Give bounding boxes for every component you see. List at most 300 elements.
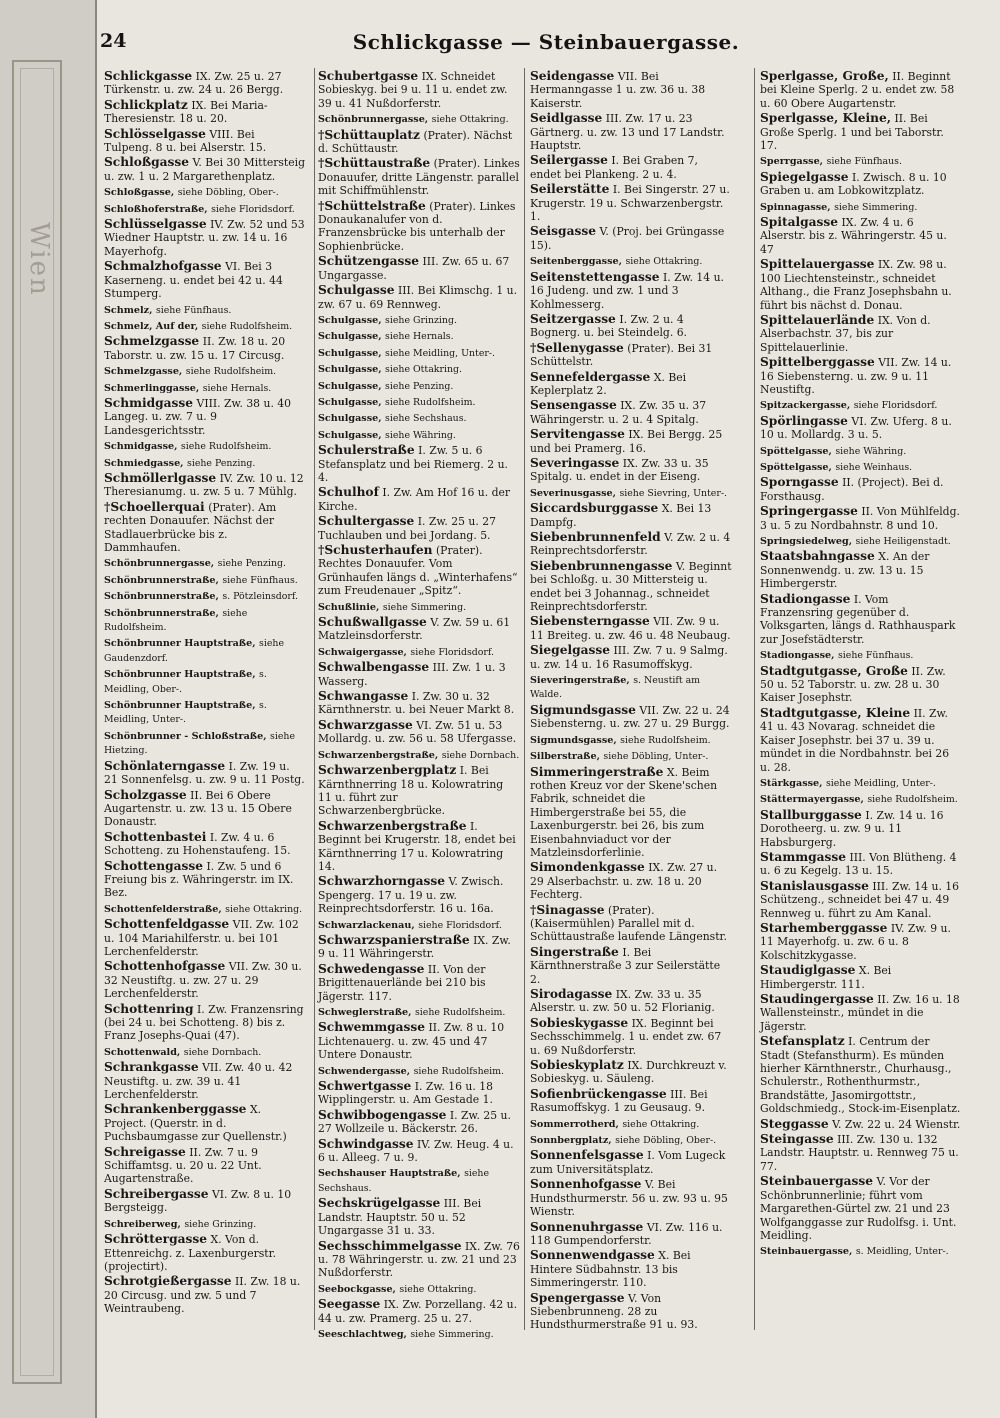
street-name: †Schüttaustraße bbox=[318, 156, 431, 171]
directory-entry bbox=[104, 918, 306, 958]
directory-entry bbox=[104, 1275, 306, 1315]
street-name: Schultergasse bbox=[318, 514, 415, 529]
directory-entry bbox=[530, 615, 732, 642]
street-description: II. Zw. 50 u. 52 Taborstr. u. zw. 28 u. 30 Kaiser Josephstr. bbox=[760, 664, 946, 705]
street-description: X. Von d. Ettenreichg. z. Laxenburgerstr. (projectirt). bbox=[104, 1233, 277, 1273]
directory-entry bbox=[760, 809, 962, 849]
street-name: Schulgasse, bbox=[318, 331, 382, 343]
directory-entry bbox=[318, 129, 520, 156]
street-description: siehe Fünfhaus. bbox=[155, 304, 232, 316]
directory-entry bbox=[760, 154, 962, 168]
street-description: s. Pötzleinsdorf. bbox=[222, 591, 298, 603]
street-name: Sennefeldergasse bbox=[530, 369, 651, 384]
street-name: Stadiongasse bbox=[760, 591, 851, 606]
directory-entry bbox=[530, 399, 732, 426]
street-description: siehe Ottakring. bbox=[385, 364, 462, 376]
street-description: VI. Zw. Uferg. 8 u. 10 u. Mollardg. 3 u. 5. bbox=[760, 414, 952, 442]
directory-entry bbox=[104, 667, 306, 696]
street-description: siehe Währing. bbox=[385, 429, 456, 441]
street-description: siehe Floridsdorf. bbox=[211, 203, 295, 215]
street-description: I. Zw. 2 u. 4 Bognerg. u. bei Steindelg. 6. bbox=[530, 312, 687, 340]
street-name: Schwibbogengasse bbox=[318, 1107, 447, 1122]
street-name: Spittelauergasse bbox=[760, 257, 875, 272]
street-name: Sobieskyplatz bbox=[530, 1058, 624, 1073]
directory-entry bbox=[530, 749, 732, 763]
street-name: Schrankenberggasse bbox=[104, 1102, 247, 1117]
street-description: I. Zw. 14 u. 16 Dorotheerg. u. zw. 9 u. 11 Habsburgerg. bbox=[760, 808, 944, 849]
street-description: I. Zwisch. 8 u. 10 Graben u. am Lobkowitzplatz. bbox=[760, 170, 947, 198]
street-description: IX. Bei Maria-Theresienstr. 18 u. 20. bbox=[104, 98, 268, 126]
street-name: Schwemmgasse bbox=[318, 1020, 426, 1035]
street-description: siehe Rudolfsheim. bbox=[185, 366, 277, 378]
page-title: Schlickgasse — Steinbauergasse. bbox=[352, 30, 740, 54]
directory-entry bbox=[104, 606, 306, 635]
street-description: VII. Zw. 30 u. 32 Neustiftg. u. zw. 27 u. 29 Lerchenfelderstr. bbox=[104, 960, 302, 1001]
street-name: Schmelz, Auf der, bbox=[104, 320, 199, 332]
directory-entry bbox=[318, 313, 520, 327]
street-description: III. Bei Rasumoffskyg. 1 zu Geusaug. 9. bbox=[530, 1087, 708, 1115]
street-name: Schönbrunnergasse, bbox=[104, 558, 215, 570]
street-name: Simondenkgasse bbox=[530, 860, 645, 875]
street-name: Sonnenuhrgasse bbox=[530, 1219, 644, 1234]
street-name: Sperrgasse, bbox=[760, 156, 824, 168]
street-name: Seilergasse bbox=[530, 153, 608, 168]
street-description: siehe Rudolfsheim. bbox=[413, 1065, 505, 1077]
street-description: I. Zw. 19 u. 21 Sonnenfelsg. u. zw. 9 u. 11 Postg. bbox=[104, 759, 305, 787]
street-description: I. Bei Kärnthnerring 18 u. Kolowratring 11 u. führt zur Schwarzenbergbrücke. bbox=[318, 764, 504, 818]
directory-entry bbox=[318, 379, 520, 393]
street-description: III. Bei Klimschg. 1 u. zw. 67 u. 69 Rennweg. bbox=[318, 284, 518, 311]
directory-entry bbox=[318, 1138, 520, 1165]
street-name: Staatsbahngasse bbox=[760, 549, 875, 564]
street-name: Stadiongasse, bbox=[760, 650, 835, 662]
street-description: II. Zw. 41 u. 43 Novarag. schneidet die Kaiser Josephstr. bei 37 u. 39 u. mündet in die Nordbahnstr. bei 26 u. 28. bbox=[760, 706, 950, 774]
street-description: V. Zw. 22 u. 24 Wienstr. bbox=[832, 1117, 961, 1131]
street-name: Schönbrunnerstraße, bbox=[104, 591, 219, 603]
directory-entry bbox=[318, 1166, 520, 1195]
street-name: †Sinagasse bbox=[530, 902, 605, 917]
street-description: siehe Ottakring. bbox=[431, 114, 509, 126]
street-description: III. Von Blütheng. 4 u. 6 zu Kegelg. 13 u. 15. bbox=[760, 850, 957, 878]
street-description: siehe Simmering. bbox=[834, 201, 918, 213]
street-name: Seidlgasse bbox=[530, 111, 603, 126]
street-description: (Prater). Am rechten Donauufer. Nächst der Stadlauerbrücke bis z. Dammhaufen. bbox=[104, 500, 277, 554]
street-description: VI. Zw. 8 u. 10 Bergsteigg. bbox=[104, 1187, 292, 1215]
directory-entry bbox=[530, 70, 732, 110]
directory-entry bbox=[760, 648, 962, 662]
street-description: siehe Ottakring. bbox=[399, 1283, 477, 1295]
street-description: V. (Proj. bei Grüngasse 15). bbox=[530, 225, 725, 252]
street-name: Spengergasse bbox=[530, 1290, 625, 1305]
street-description: II. Bei Große Sperlg. 1 und bei Taborstr. 17. bbox=[760, 112, 944, 153]
street-name: Schönbrunner Hauptstraße, bbox=[104, 700, 256, 712]
street-description: s. Meidling, Unter-. bbox=[104, 700, 267, 726]
street-description: I. Zw. 25 u. 27 Tuchlauben und bei Jordang. 5. bbox=[318, 515, 496, 542]
directory-entry bbox=[760, 1035, 962, 1115]
street-name: Schönbrunner Hauptstraße, bbox=[104, 669, 256, 681]
street-description: siehe Ottakring. bbox=[225, 903, 303, 915]
street-description: siehe Grinzing. bbox=[184, 1218, 257, 1230]
street-name: Schloßhoferstraße, bbox=[104, 203, 208, 215]
directory-entry bbox=[318, 444, 520, 484]
street-name: Sirodagasse bbox=[530, 987, 613, 1001]
directory-entry bbox=[104, 335, 306, 362]
directory-entry bbox=[318, 748, 520, 762]
street-description: II. Zw. 18 u. 20 Circusg. und zw. 5 und 7 Weintraubeng. bbox=[104, 1275, 301, 1316]
directory-entry bbox=[530, 1059, 732, 1086]
directory-entry bbox=[318, 1080, 520, 1107]
street-name: Schlickgasse bbox=[104, 69, 193, 83]
street-name: Schottenring bbox=[104, 1001, 194, 1016]
street-name: Schulerstraße bbox=[318, 443, 415, 458]
directory-entry bbox=[104, 831, 306, 858]
street-name: Sonnbergplatz, bbox=[530, 1135, 612, 1147]
street-description: IX. Zw. 33 u. 35 Alserstr. u. zw. 50 u. 52 Florianig. bbox=[530, 988, 715, 1015]
directory-entry bbox=[530, 733, 732, 747]
street-name: †Schoellerquai bbox=[104, 499, 205, 514]
street-name: †Schüttauplatz bbox=[318, 127, 420, 142]
directory-entry bbox=[104, 636, 306, 665]
street-name: Schmidgasse, bbox=[104, 441, 178, 453]
street-name: Spörlingasse bbox=[760, 413, 848, 428]
directory-entry bbox=[530, 644, 732, 671]
street-name: Scholzgasse bbox=[104, 787, 187, 802]
street-name: Schönbrunnerstraße, bbox=[104, 574, 219, 586]
street-name: Schulgasse, bbox=[318, 314, 382, 326]
street-description: IX. Zw. 9 u. 11 Währingerstr. bbox=[318, 933, 511, 961]
street-name: Stallburggasse bbox=[760, 807, 862, 822]
street-name: Schwaigergasse, bbox=[318, 646, 407, 658]
directory-entry bbox=[530, 271, 732, 311]
street-name: Seidengasse bbox=[530, 69, 615, 83]
street-name: Schottenfelderstraße, bbox=[104, 903, 222, 915]
street-name: Schwangasse bbox=[318, 689, 409, 704]
directory-entry bbox=[104, 1003, 306, 1043]
street-description: V. Zwisch. Spengerg. 17 u. 19 u. zw. Reinprechtsdorferstr. 16 u. 16a. bbox=[318, 875, 504, 916]
street-name: Schönbrunnergasse, bbox=[318, 114, 429, 126]
street-name: Sobieskygasse bbox=[530, 1015, 629, 1030]
street-name: Steinbauergasse bbox=[760, 1174, 874, 1189]
street-description: I. Centrum der Stadt (Stefansthurm). Es münden hierher Kärnthnerstr., Churhausg., Schulerstr., Rothenthurmstr., Brandstätte, Jasomirgottstr., Goldschmiedg., Stock-im-Eisenplatz. bbox=[760, 1035, 961, 1116]
street-name: Schulgasse, bbox=[318, 396, 382, 408]
directory-entry bbox=[760, 356, 962, 396]
street-name: Schulhof bbox=[318, 485, 379, 500]
street-description: IX. Beginnt bei Sechsschimmelg. 1 u. endet zw. 67 u. 69 Nußdorferstr. bbox=[530, 1016, 722, 1057]
directory-entry bbox=[318, 918, 520, 932]
street-name: Sigmundsgasse, bbox=[530, 734, 617, 746]
street-description: IX. Zw. 76 u. 78 Währingerstr. u. zw. 21 und 23 Nußdorferstr. bbox=[318, 1239, 520, 1280]
directory-entry bbox=[104, 573, 306, 587]
street-name: Sechskrügelgasse bbox=[318, 1196, 441, 1211]
street-name: Schwalbengasse bbox=[318, 660, 430, 675]
street-description: III. Zw. 7 u. 9 Salmg. u. zw. 14 u. 16 Rasumoffskyg. bbox=[530, 644, 728, 671]
street-description: IX. Zw. Porzellang. 42 u. 44 u. zw. Pramerg. 25 u. 27. bbox=[318, 1298, 518, 1325]
street-description: V. Bei Hundsthurmerstr. 56 u. zw. 93 u. 95 Wienstr. bbox=[530, 1178, 728, 1219]
street-description: IX. Zw. 25 u. 27 Türkenstr. u. zw. 24 u. 26 Bergg. bbox=[104, 70, 284, 97]
street-name: Schwarzgasse bbox=[318, 717, 413, 732]
street-name: †Sellenygasse bbox=[530, 340, 624, 355]
column-1 bbox=[104, 70, 306, 1330]
directory-entry bbox=[104, 472, 306, 499]
street-description: I. Bei Graben 7, endet bei Plankeng. 2 u. 4. bbox=[530, 154, 698, 181]
street-name: Springergasse bbox=[760, 504, 858, 519]
street-description: II. Beginnt bei Kleine Sperlg. 2 u. endet zw. 58 u. 60 Obere Augartenstr. bbox=[760, 70, 955, 110]
street-name: Sperlgasse, Kleine, bbox=[760, 111, 891, 126]
street-name: Simmeringerstraße bbox=[530, 764, 664, 779]
street-name: Schulgasse bbox=[318, 283, 395, 298]
directory-entry bbox=[530, 502, 732, 529]
street-name: Schottenbastei bbox=[104, 829, 207, 844]
street-description: X. Bei 13 Dampfg. bbox=[530, 502, 712, 529]
street-name: Schmelzgasse, bbox=[104, 366, 183, 378]
directory-entry bbox=[530, 1017, 732, 1057]
street-description: (Prater). Linkes Donaukanalufer von d. Franzensbrücke bis unterhalb der Sophienbrücke. bbox=[318, 199, 516, 253]
street-description: I. Zw. 16 u. 18 Wipplingerstr. u. Am Gestade 1. bbox=[318, 1080, 493, 1107]
street-description: siehe Döbling, Ober-. bbox=[615, 1135, 717, 1147]
directory-entry bbox=[530, 861, 732, 901]
directory-entry bbox=[530, 766, 732, 860]
street-description: siehe Rudolfsheim. bbox=[104, 607, 248, 634]
street-description: siehe Ottakring. bbox=[625, 256, 703, 268]
street-description: siehe Sievring, Unter-. bbox=[619, 487, 727, 499]
directory-entry bbox=[760, 1133, 962, 1173]
street-name: Schlösselgasse bbox=[104, 126, 206, 141]
street-name: Sonnenwendgasse bbox=[530, 1248, 655, 1263]
street-name: Schönbrunner - Schloßstraße, bbox=[104, 730, 267, 742]
street-name: Sechsschimmelgasse bbox=[318, 1238, 462, 1253]
street-description: siehe Weinhaus. bbox=[835, 461, 913, 473]
street-name: Schwarzenbergstraße bbox=[318, 818, 467, 833]
street-description: IX. Durchkreuzt v. Sobieskyg. u. Säuleng. bbox=[530, 1059, 727, 1086]
street-description: X. Beim rothen Kreuz vor der Skene'schen Fabrik, schneidet die Himbergerstraße bei 55, die Laxenburgerstr. bei 26, bis zum Eisenbahnviaduct vor der Matzleinsdorferlinie. bbox=[530, 765, 718, 859]
directory-entry bbox=[318, 820, 520, 874]
directory-entry bbox=[530, 225, 732, 252]
directory-entry bbox=[760, 460, 962, 474]
street-description: siehe Döbling, Ober-. bbox=[177, 187, 279, 199]
street-name: Siebenbrunnenfeld bbox=[530, 530, 661, 544]
directory-entry bbox=[530, 1117, 732, 1131]
directory-entry bbox=[318, 1064, 520, 1078]
directory-entry bbox=[318, 1109, 520, 1136]
street-name: Schreiberweg, bbox=[104, 1218, 181, 1230]
directory-entry bbox=[530, 704, 732, 731]
column-divider bbox=[754, 68, 755, 1330]
directory-entry bbox=[530, 531, 732, 558]
directory-entry bbox=[760, 505, 962, 532]
column-divider bbox=[524, 68, 525, 1330]
directory-entry bbox=[318, 1298, 520, 1325]
street-name: Spiegelgasse bbox=[760, 169, 849, 184]
street-description: siehe Floridsdorf. bbox=[853, 400, 938, 412]
street-description: IX. Bei Bergg. 25 und bei Pramerg. 16. bbox=[530, 428, 723, 455]
directory-entry bbox=[104, 303, 306, 317]
street-description: siehe Heiligenstadt. bbox=[855, 536, 951, 547]
street-description: siehe Fünfhaus. bbox=[222, 574, 298, 586]
directory-entry bbox=[760, 1244, 962, 1258]
street-name: Schulgasse, bbox=[318, 380, 382, 392]
street-name: Schmelz, bbox=[104, 304, 153, 316]
street-name: Schottenfeldgasse bbox=[104, 917, 230, 932]
directory-entry bbox=[318, 963, 520, 1003]
directory-entry bbox=[760, 398, 962, 412]
street-name: Spöttelgasse, bbox=[760, 445, 832, 457]
directory-entry bbox=[318, 661, 520, 688]
street-description: siehe Döbling, Unter-. bbox=[603, 751, 709, 763]
directory-entry bbox=[760, 707, 962, 774]
street-name: Stadtgutgasse, Kleine bbox=[760, 705, 911, 720]
street-name: Sperlgasse, Große, bbox=[760, 69, 889, 83]
street-description: III. Zw. 130 u. 132 Landstr. Hauptstr. u. Rennweg 75 u. 77. bbox=[760, 1133, 959, 1173]
street-name: Schmalzhofgasse bbox=[104, 259, 222, 274]
street-description: II. (Project). Bei d. Forsthausg. bbox=[760, 476, 944, 503]
street-description: siehe Penzing. bbox=[187, 457, 256, 469]
directory-entry bbox=[104, 501, 306, 555]
street-description: IV. Zw. 10 u. 12 Theresianumg. u. zw. 5 u. 7 Mühlg. bbox=[104, 471, 304, 499]
street-name: Starhemberggasse bbox=[760, 920, 888, 935]
street-name: Stadtgutgasse, Große bbox=[760, 663, 908, 678]
street-name: Schloßgasse bbox=[104, 155, 189, 170]
directory-entry bbox=[318, 428, 520, 442]
street-description: I. Zw. 25 u. 27 Wollzeile u. Bäckerstr. 26. bbox=[318, 1108, 511, 1136]
directory-entry bbox=[318, 329, 520, 343]
street-description: IV. Zw. Heug. 4 u. 6 u. Alleeg. 7 u. 9. bbox=[318, 1137, 514, 1165]
directory-entry bbox=[530, 486, 732, 500]
street-name: Schönbrunnerstraße, bbox=[104, 607, 219, 619]
directory-entry bbox=[530, 1249, 732, 1289]
street-name: Schulgasse, bbox=[318, 413, 382, 425]
street-description: III. Zw. 65 u. 67 Ungargasse. bbox=[318, 255, 510, 282]
street-name: Stärkgasse, bbox=[760, 777, 823, 789]
street-description: V. Vor der Schönbrunnerlinie; führt vom Margarethen-Gürtel zw. 21 und 23 Wolfganggasse zur Rudolfsg. i. Unt. Meidling. bbox=[760, 1175, 957, 1242]
street-description: X. Bei Hintere Südbahnstr. 13 bis Simmeringerstr. 110. bbox=[530, 1249, 691, 1290]
street-description: VII. Zw. 40 u. 42 Neustiftg. u. zw. 39 u. 41 Lerchenfelderstr. bbox=[104, 1061, 293, 1102]
street-description: II. Zw. 8 u. 10 Lichtenauerg. u. zw. 45 und 47 Untere Donaustr. bbox=[318, 1021, 505, 1062]
directory-entry bbox=[530, 1221, 732, 1248]
street-name: Schlüsselgasse bbox=[104, 217, 207, 232]
directory-entry bbox=[530, 1149, 732, 1176]
directory-entry bbox=[104, 1233, 306, 1273]
street-name: Schwarzspanierstraße bbox=[318, 932, 470, 947]
street-name: Sonnenfelsgasse bbox=[530, 1148, 644, 1163]
directory-entry bbox=[530, 457, 732, 484]
street-description: siehe Rudolfsheim. bbox=[385, 396, 476, 408]
column-2 bbox=[318, 69, 520, 1340]
street-name: Schußwallgasse bbox=[318, 615, 427, 630]
street-description: siehe Rudolfsheim. bbox=[620, 734, 711, 746]
directory-entry bbox=[104, 381, 306, 395]
directory-entry bbox=[318, 346, 520, 360]
street-name: Singerstraße bbox=[530, 944, 619, 959]
street-description: VII. Bei Hermanngasse 1 u. zw. 36 u. 38 Kaiserstr. bbox=[530, 70, 706, 110]
street-name: Schußlinie, bbox=[318, 601, 380, 613]
directory-entry bbox=[104, 397, 306, 437]
street-description: I. Bei Kärnthnerstraße 3 zur Seilerstätte 2. bbox=[530, 945, 721, 986]
street-description: siehe Floridsdorf. bbox=[410, 646, 495, 658]
street-name: Seitenstettengasse bbox=[530, 269, 660, 284]
street-description: (Prater). Bei 31 Schüttelstr. bbox=[530, 341, 713, 369]
street-name: Steinbauergasse, bbox=[760, 1246, 853, 1258]
directory-entry bbox=[530, 154, 732, 181]
directory-entry bbox=[104, 156, 306, 183]
directory-entry bbox=[318, 255, 520, 282]
directory-entry bbox=[530, 112, 732, 152]
street-name: Sporngasse bbox=[760, 475, 839, 490]
street-description: I. Zw. 5 und 6 Freiung bis z. Währingerstr. im IX. Bez. bbox=[104, 859, 294, 900]
directory-entry bbox=[760, 880, 962, 920]
directory-entry bbox=[104, 556, 306, 570]
street-description: I. Zw. 4 u. 6 Schotteng. zu Hohenstaufeng. 15. bbox=[104, 830, 291, 858]
directory-entry bbox=[760, 776, 962, 790]
street-description: V. Von Siebenbrunneng. 28 zu Hundsthurmerstraße 91 u. 93. bbox=[530, 1291, 698, 1332]
street-name: Sensengasse bbox=[530, 398, 617, 413]
street-description: siehe Währing. bbox=[835, 445, 907, 457]
directory-entry bbox=[104, 364, 306, 378]
directory-entry bbox=[104, 1146, 306, 1186]
directory-entry bbox=[318, 1005, 520, 1019]
street-name: Sechshauser Hauptstraße, bbox=[318, 1168, 461, 1180]
directory-entry bbox=[318, 544, 520, 598]
directory-entry bbox=[104, 439, 306, 453]
street-description: I. Beginnt bei Krugerstr. 18, endet bei Kärnthnerring 17 u. Kolowratring 14. bbox=[318, 819, 516, 873]
street-name: †Schusterhaufen bbox=[318, 543, 433, 557]
street-name: Seitenberggasse, bbox=[530, 256, 622, 268]
directory-entry bbox=[318, 934, 520, 961]
directory-entry bbox=[530, 946, 732, 986]
directory-entry bbox=[760, 534, 962, 548]
street-name: Steingasse bbox=[760, 1132, 834, 1147]
street-description: (Prater). (Kaisermühlen) Parallel mit d. Schüttaustraße laufende Längenstr. bbox=[530, 903, 727, 944]
street-description: s. Meidling, Ober-. bbox=[104, 669, 267, 695]
street-name: Staudingergasse bbox=[760, 992, 874, 1006]
directory-entry bbox=[530, 371, 732, 398]
street-name: Stammgasse bbox=[760, 849, 847, 864]
street-description: I. Vom Lugeck zum Universitätsplatz. bbox=[530, 1149, 726, 1176]
street-description: III. Bei Landstr. Hauptstr. 50 u. 52 Ungargasse 31 u. 33. bbox=[318, 1197, 482, 1238]
street-name: Schwarzhorngasse bbox=[318, 874, 445, 889]
street-description: VII. Zw. 22 u. 24 Siebensterng. u. zw. 27 u. 29 Burgg. bbox=[530, 703, 730, 731]
column-divider bbox=[314, 68, 315, 1330]
directory-entry bbox=[318, 1282, 520, 1296]
street-name: Schwarzlackenau, bbox=[318, 919, 415, 931]
directory-entry bbox=[104, 99, 306, 126]
street-description: V. Beginnt bei Schloßg. u. 30 Mittersteig u. endet bei 3 Johannag., schneidet Reinprechtsdorferstr. bbox=[530, 559, 732, 614]
street-name: Siccardsburggasse bbox=[530, 501, 659, 516]
directory-entry bbox=[318, 200, 520, 254]
street-name: Siegelgasse bbox=[530, 643, 610, 658]
directory-entry bbox=[530, 428, 732, 455]
directory-entry bbox=[318, 395, 520, 409]
street-name: Spöttelgasse, bbox=[760, 461, 832, 473]
directory-entry bbox=[760, 476, 962, 503]
street-name: Schlickplatz bbox=[104, 97, 188, 112]
directory-entry bbox=[760, 550, 962, 590]
street-description: II. Zw. 7 u. 9 Schiffamtsg. u. 20 u. 22 Unt. Augartenstraße. bbox=[104, 1145, 262, 1186]
street-description: X. An der Sonnenwendg. u. zw. 13 u. 15 Himbergerstr. bbox=[760, 550, 930, 591]
street-description: siehe Fünfhaus. bbox=[837, 650, 914, 662]
street-description: siehe Dornbach. bbox=[183, 1046, 262, 1058]
directory-entry bbox=[760, 964, 962, 991]
street-description: V. Zw. 2 u. 4 Reinprechtsdorferstr. bbox=[530, 531, 731, 558]
street-name: Schwendergasse, bbox=[318, 1065, 411, 1077]
street-description: siehe Hietzing. bbox=[104, 730, 295, 757]
street-description: I. Bei Singerstr. 27 u. Krugerstr. 19 u. Schwarzenbergstr. 1. bbox=[530, 183, 730, 224]
street-description: s. Neustift am Walde. bbox=[530, 675, 701, 701]
street-description: II. Zw. 18 u. 20 Taborstr. u. zw. 15 u. 17 Circusg. bbox=[104, 335, 286, 362]
directory-entry bbox=[318, 284, 520, 311]
directory-entry bbox=[530, 342, 732, 369]
street-name: Sommerrotherd, bbox=[530, 1118, 619, 1130]
street-name: Seegasse bbox=[318, 1297, 381, 1312]
